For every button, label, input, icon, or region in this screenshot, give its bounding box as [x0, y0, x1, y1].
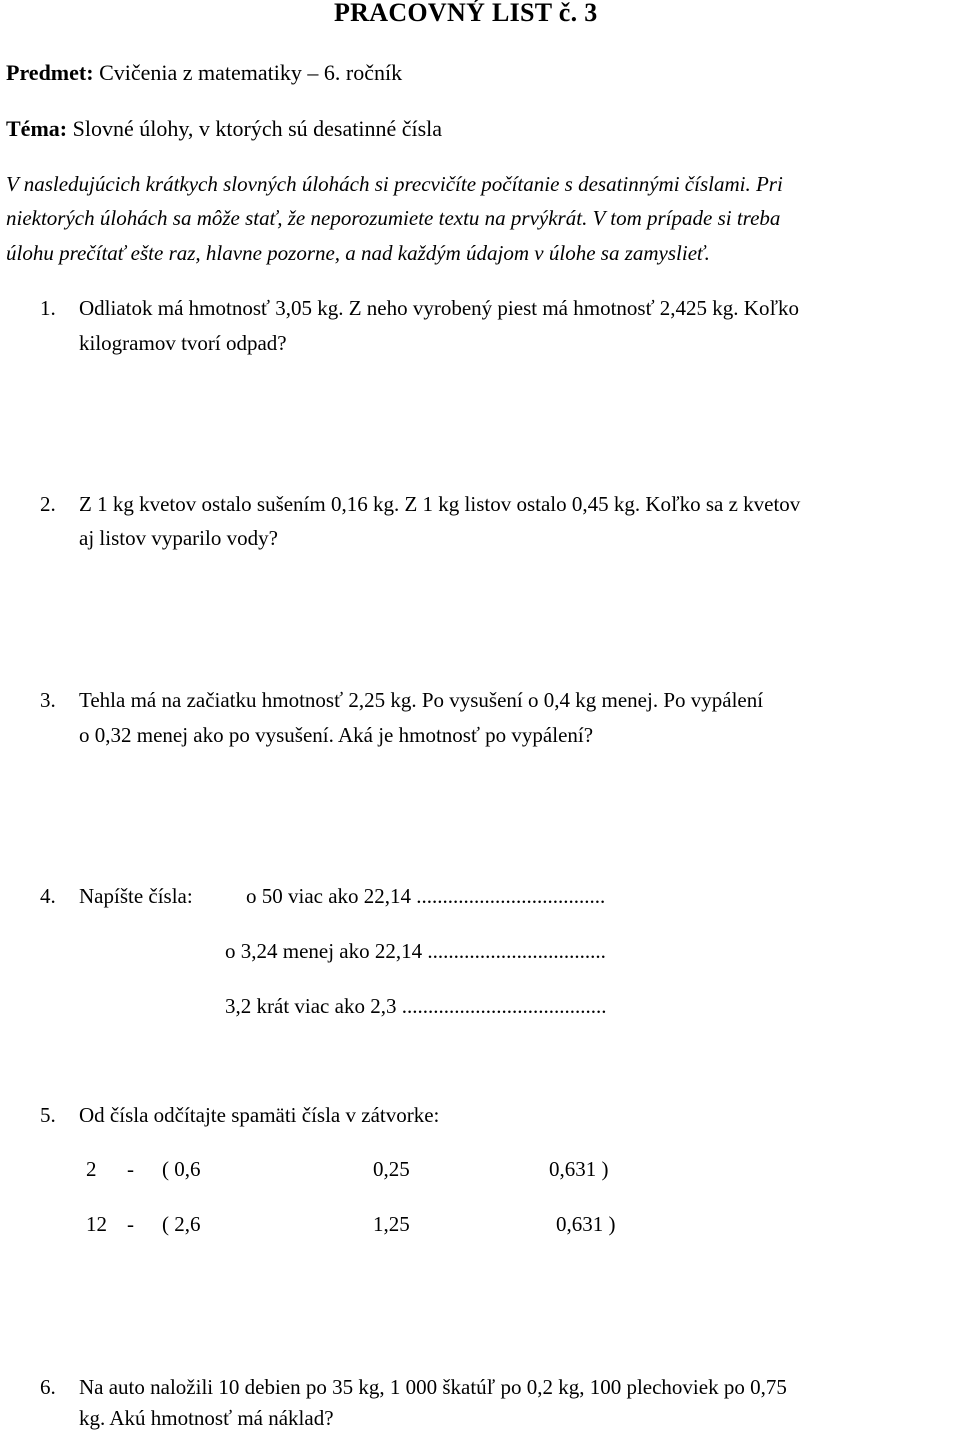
task-4-label: Napíšte čísla: — [79, 884, 193, 908]
task-2-number: 2. — [40, 492, 56, 516]
task-2-line-2: aj listov vyparilo vody? — [79, 526, 278, 550]
subject-label: Predmet: — [6, 60, 94, 85]
task-6-line-1: Na auto naložili 10 debien po 35 kg, 1 000 škatúľ po 0,2 kg, 100 plechoviek po 0,75 — [79, 1375, 787, 1399]
task-4-item-1-blank: .................................... — [416, 884, 606, 908]
page-title: PRACOVNÝ LIST č. 3 — [334, 0, 598, 27]
topic-value: Slovné úlohy, v ktorých sú desatinné čísla — [72, 116, 443, 141]
task-5-row-2-minus: - — [127, 1212, 134, 1236]
task-3-line-1: Tehla má na začiatku hmotnosť 2,25 kg. Po vysušení o 0,4 kg menej. Po vypálení — [79, 688, 764, 712]
task-5-row-1-c: 0,631 ) — [549, 1157, 609, 1181]
subject-line — [6, 60, 402, 86]
task-6-number: 6. — [40, 1375, 56, 1399]
task-4-item-2-blank: .................................. — [427, 939, 606, 963]
task-5-row-2-c: 0,631 ) — [556, 1212, 616, 1236]
task-4-item-3 — [225, 994, 606, 1019]
task-5-number: 5. — [40, 1103, 56, 1127]
task-5-row-2-a: ( 2,6 — [162, 1212, 201, 1236]
task-4-item-3-text: 3,2 krát viac ako 2,3 — [225, 994, 397, 1018]
task-3-line-2: o 0,32 menej ako po vysušení. Aká je hmotnosť po vypálení? — [79, 723, 594, 747]
task-5-row-1-a: ( 0,6 — [162, 1157, 201, 1181]
task-6-line-2: kg. Akú hmotnosť má náklad? — [79, 1406, 334, 1430]
task-4-item-2-text: o 3,24 menej ako 22,14 — [225, 939, 423, 963]
intro-line-3: úlohu prečítať ešte raz, hlavne pozorne, a nad každým údajom v úlohe sa zamyslieť. — [6, 241, 710, 265]
task-2-line-1: Z 1 kg kvetov ostalo sušením 0,16 kg. Z 1 kg listov ostalo 0,45 kg. Koľko sa z kvetov — [79, 492, 801, 516]
intro-line-2: niektorých úlohách sa môže stať, že neporozumiete textu na prvýkrát. V tom prípade si treba — [6, 206, 781, 230]
task-4-number: 4. — [40, 884, 56, 908]
task-1-line-1: Odliatok má hmotnosť 3,05 kg. Z neho vyrobený piest má hmotnosť 2,425 kg. Koľko — [79, 296, 799, 320]
task-1-number: 1. — [40, 296, 56, 320]
task-5-row-2-minuend: 12 — [86, 1212, 107, 1236]
task-1-line-2: kilogramov tvorí odpad? — [79, 331, 287, 355]
intro-line-1: V nasledujúcich krátkych slovných úlohách si precvičíte počítanie s desatinnými číslami. Pri — [6, 172, 783, 196]
task-4-item-2 — [225, 939, 606, 964]
task-5-row-1-minus: - — [127, 1157, 134, 1181]
task-4-item-3-blank: ....................................... — [401, 994, 607, 1018]
topic-label: Téma: — [6, 116, 68, 141]
task-5-row-1-minuend: 2 — [86, 1157, 97, 1181]
task-3-number: 3. — [40, 688, 56, 712]
task-4-item-1 — [246, 884, 605, 909]
task-5-row-2-b: 1,25 — [373, 1212, 410, 1236]
task-5-row-1-b: 0,25 — [373, 1157, 410, 1181]
topic-line — [6, 116, 442, 142]
subject-value: Cvičenia z matematiky – 6. ročník — [99, 60, 403, 85]
task-4-item-1-text: o 50 viac ako 22,14 — [246, 884, 412, 908]
task-5-line-1: Od čísla odčítajte spamäti čísla v zátvorke: — [79, 1103, 440, 1127]
